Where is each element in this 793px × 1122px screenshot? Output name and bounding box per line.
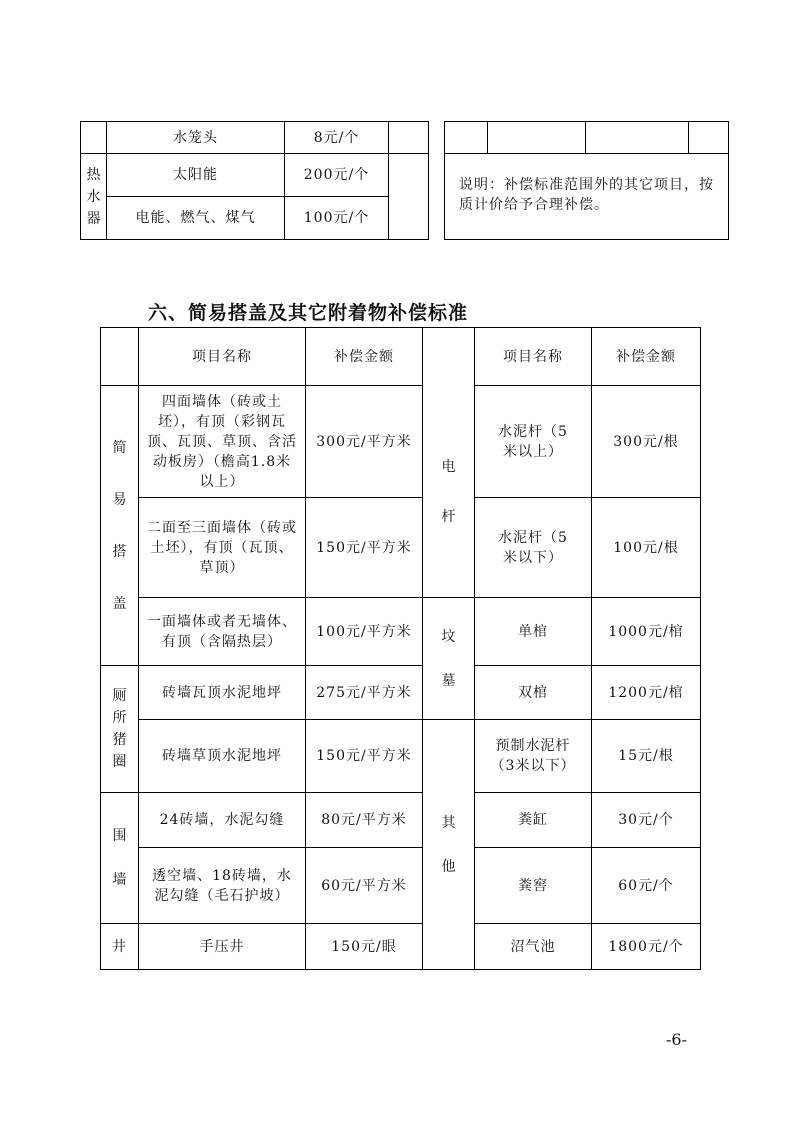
section-title: 六、简易搭盖及其它附着物补偿标准: [148, 302, 469, 324]
header-right-item: 项目名称: [503, 348, 563, 365]
category-toilet-pigpen: [101, 666, 138, 792]
table-row-item: 沼气池: [510, 938, 556, 955]
table-row-item: 一面墙体或者无墙体、有顶（含隔热层）: [147, 613, 297, 650]
table-row-item: 砖墙瓦顶水泥地坪: [162, 684, 282, 701]
table-row-amount: 15元/根: [618, 748, 674, 764]
category-simple-structures: [101, 386, 138, 665]
table-row-item: 水泥杆（5米以下）: [498, 529, 568, 566]
cat-pole-char-1: 电: [441, 458, 456, 475]
water-heater-category: [81, 154, 106, 239]
table-row-item: 二面至三面墙体（砖或土坯），有顶（瓦顶、草顶）: [147, 519, 297, 576]
water-heater-char-2: 水: [86, 188, 101, 205]
table-row-amount: 100元/根: [613, 539, 679, 556]
table-row-amount: 100元/平方米: [316, 623, 412, 640]
table-row-item: 透空墙、18砖墙，水泥勾缝（毛石护坡）: [152, 867, 292, 904]
category-well: 井: [112, 938, 127, 955]
table-row-item: 手压井: [199, 938, 245, 955]
compensation-note: 说明：补偿标准范围外的其它项目，按质计价给予合理补偿。: [459, 177, 714, 213]
table-row-item: 粪缸: [518, 812, 548, 828]
cat-wall-char-1: 围: [112, 828, 127, 844]
electric-gas-price: 100元/个: [303, 210, 370, 226]
electric-gas-label: 电能、燃气、煤气: [135, 210, 256, 226]
table-row-amount: 275元/平方米: [316, 684, 412, 701]
table-row-item: 水泥杆（5米以上）: [498, 423, 568, 460]
table-row-amount: 150元/眼: [331, 938, 397, 955]
cat-toilet-char-1: 厕: [112, 688, 127, 704]
table-row-item: 双棺: [518, 684, 548, 701]
cat-toilet-char-2: 所: [112, 710, 127, 726]
table-row-amount: 80元/平方米: [321, 812, 407, 828]
cat-simple-char-3: 搭: [112, 543, 127, 560]
table-row-item: 砖墙草顶水泥地坪: [162, 748, 282, 764]
table-row-item: 四面墙体（砖或土坯），有顶（彩钢瓦顶、瓦顶、草顶、含活动板房）（檐高1.8米以上）: [147, 393, 297, 490]
cat-grave-char-2: 墓: [441, 672, 456, 689]
table-row-amount: 60元/个: [618, 877, 674, 894]
table-row-item: 粪窖: [518, 877, 548, 894]
table-row-amount: 30元/个: [618, 812, 674, 828]
table-row-item: 单棺: [518, 623, 548, 640]
faucet-label: 水笼头: [173, 129, 218, 146]
solar-label: 太阳能: [173, 167, 218, 183]
table-row-amount: 300元/平方米: [316, 433, 412, 450]
header-left-item: 项目名称: [192, 348, 252, 365]
category-graves: [423, 598, 474, 719]
table-row-amount: 150元/平方米: [316, 748, 412, 764]
table-row-item: 预制水泥杆（3米以下）: [490, 738, 576, 774]
category-utility-poles: [423, 386, 474, 597]
water-heater-char-3: 器: [86, 210, 101, 227]
faucet-price: 8元/个: [313, 129, 360, 146]
cat-toilet-char-4: 圈: [112, 754, 127, 770]
water-heater-char-1: 热: [86, 166, 101, 183]
cat-pole-char-2: 杆: [441, 508, 456, 525]
table-row-amount: 1000元/棺: [608, 623, 684, 640]
category-other: [423, 720, 474, 969]
cat-other-char-1: 其: [441, 814, 456, 831]
cat-simple-char-1: 简: [112, 439, 127, 456]
cat-simple-char-2: 易: [112, 491, 127, 508]
category-walls: [101, 793, 138, 923]
cat-wall-char-2: 墙: [112, 872, 127, 888]
cat-simple-char-4: 盖: [112, 595, 127, 612]
header-left-amount: 补偿金额: [334, 348, 394, 365]
page-number: -6-: [666, 1030, 687, 1049]
table-row-amount: 60元/平方米: [321, 877, 407, 894]
table-row-amount: 300元/根: [613, 433, 679, 450]
cat-grave-char-1: 坟: [441, 628, 456, 645]
solar-price: 200元/个: [303, 167, 370, 183]
table-row-amount: 150元/平方米: [316, 539, 412, 556]
table-row-amount: 1200元/棺: [608, 684, 684, 701]
header-right-amount: 补偿金额: [616, 348, 676, 365]
cat-other-char-2: 他: [441, 858, 456, 875]
table-row-amount: 1800元/个: [608, 938, 684, 955]
cat-toilet-char-3: 猪: [112, 732, 127, 748]
table-row-item: 24砖墙，水泥勾缝: [159, 812, 285, 828]
